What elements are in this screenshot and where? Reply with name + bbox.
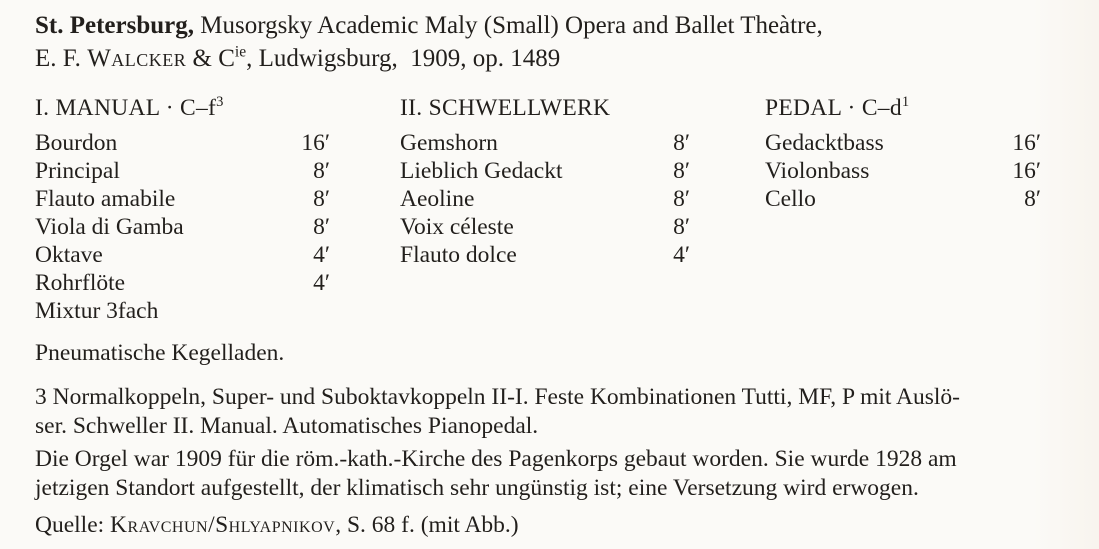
stop-name: Violonbass — [765, 158, 870, 184]
builder-superscript: ie — [234, 43, 247, 61]
stop-pitch: 4′ — [313, 242, 330, 268]
stop-name: Flauto amabile — [35, 186, 176, 212]
stop-name: Oktave — [35, 242, 103, 268]
builder-prefix: E. F. — [35, 45, 88, 72]
stop-name: Gemshorn — [400, 130, 498, 156]
stop-row — [765, 157, 1041, 185]
note-couplers — [35, 383, 1071, 441]
source-line — [35, 511, 1071, 540]
stop-row — [400, 213, 690, 241]
stop-pitch: 8′ — [673, 186, 690, 212]
stop-pitch: 4′ — [673, 242, 690, 268]
stoplist — [35, 129, 330, 325]
source-authors: Kravchun/Shlyapnikov — [110, 512, 336, 538]
header — [35, 9, 1071, 75]
stop-pitch: 8′ — [673, 214, 690, 240]
stop-row — [35, 129, 330, 157]
builder-mid: & C — [186, 45, 235, 72]
division-manual-1 — [35, 94, 330, 325]
stop-row — [35, 185, 330, 213]
stop-row — [35, 269, 330, 297]
division-title-superscript: 1 — [901, 94, 910, 111]
stop-name: Viola di Gamba — [35, 214, 184, 240]
stop-pitch: 8′ — [313, 214, 330, 240]
stop-row — [35, 241, 330, 269]
note-line: jetzigen Standort aufgestellt, der klimatisch sehr ungünstig ist; eine Versetzung wird erwogen. — [35, 475, 919, 501]
stop-pitch: 16′ — [1012, 130, 1041, 156]
stop-name: Aeoline — [400, 186, 475, 212]
stop-pitch: 8′ — [313, 158, 330, 184]
note-history — [35, 445, 1071, 503]
stop-row — [35, 213, 330, 241]
stop-pitch: 8′ — [673, 130, 690, 156]
stop-pitch: 4′ — [313, 270, 330, 296]
stop-pitch: 16′ — [301, 130, 330, 156]
title-line — [35, 9, 1071, 42]
stop-name: Rohrflöte — [35, 270, 126, 296]
division-title-text: I. MANUAL · C–f — [35, 95, 217, 121]
stop-pitch: 16′ — [1012, 158, 1041, 184]
stop-name: Cello — [765, 186, 816, 212]
venue-text: Musorgsky Academic Maly (Small) Opera and Ballet Theàtre, — [194, 12, 823, 39]
division-schwellwerk — [400, 94, 690, 325]
stop-row — [400, 185, 690, 213]
stoplist — [765, 129, 1041, 213]
stop-name: Gedacktbass — [765, 130, 884, 156]
division-title-text: II. SCHWELLWERK — [400, 95, 611, 121]
stop-row — [400, 157, 690, 185]
stop-name: Lieblich Gedackt — [400, 158, 563, 184]
division-title — [35, 94, 330, 123]
stop-pitch: 8′ — [673, 158, 690, 184]
builder-rest: , Ludwigsburg, 1909, op. 1489 — [246, 45, 561, 72]
builder-line — [35, 42, 1071, 75]
stop-row — [35, 297, 330, 325]
source-suffix: , S. 68 f. (mit Abb.) — [335, 512, 519, 538]
stop-name: Voix céleste — [400, 214, 514, 240]
stop-row — [765, 129, 1041, 157]
stop-pitch: 8′ — [1024, 186, 1041, 212]
stop-name: Bourdon — [35, 130, 118, 156]
builder-name: Walcker — [87, 45, 187, 72]
division-title — [765, 94, 1041, 123]
note-line: Pneumatische Kegelladen. — [35, 340, 285, 366]
stop-row — [400, 129, 690, 157]
source-prefix: Quelle: — [35, 512, 111, 538]
city-name: St. Petersburg, — [35, 12, 194, 39]
stoplist — [400, 129, 690, 269]
note-line: Die Orgel war 1909 für die röm.-kath.-Kirche des Pagenkorps gebaut worden. Sie wurde 1928 am — [35, 446, 957, 472]
note-line: ser. Schweller II. Manual. Automatisches Pianopedal. — [35, 413, 539, 439]
note-line: 3 Normalkoppeln, Super- und Suboktavkoppeln II-I. Feste Kombinationen Tutti, MF, P mit Auslö- — [35, 384, 961, 410]
stop-row — [400, 241, 690, 269]
stop-row — [35, 157, 330, 185]
stop-name: Principal — [35, 158, 120, 184]
stop-name: Flauto dolce — [400, 242, 517, 268]
stoplist-columns — [35, 94, 1071, 325]
stop-name: Mixtur 3fach — [35, 298, 159, 324]
stop-row — [765, 185, 1041, 213]
division-title-superscript: 3 — [216, 94, 224, 111]
division-pedal — [765, 94, 1041, 325]
division-title-text: PEDAL · C–d — [765, 95, 902, 121]
division-title — [400, 94, 690, 123]
stop-pitch: 8′ — [313, 186, 330, 212]
note-windchest — [35, 339, 1071, 368]
